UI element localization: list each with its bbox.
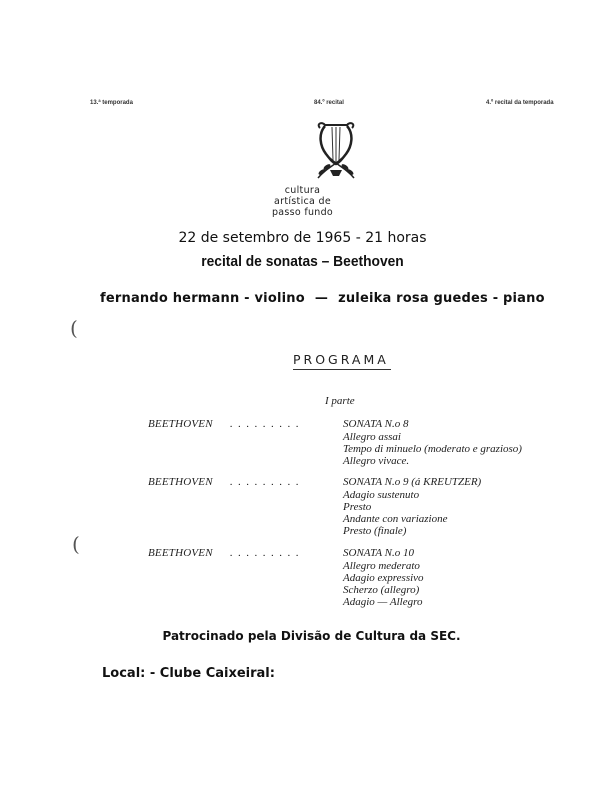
piece-work: SONATA N.o 8: [343, 418, 409, 430]
org-line-3: passo fundo: [271, 207, 334, 218]
recital-number: 84.º recital: [314, 100, 344, 106]
org-line-2: artística de: [274, 196, 331, 207]
margin-mark-icon: (: [72, 532, 80, 556]
piece-composer: BEETHOVEN: [148, 476, 213, 488]
movement: Adagio sustenuto: [343, 489, 420, 501]
performer-separator: —: [314, 291, 329, 306]
piece-leader-dots: .........: [230, 547, 305, 559]
org-line-1: cultura: [284, 185, 321, 196]
movement: Andante con variazione: [343, 513, 448, 525]
movement: Presto: [343, 501, 372, 513]
recital-title: recital de sonatas – Beethoven: [201, 253, 404, 270]
piece-leader-dots: .........: [230, 418, 305, 430]
location-line: Local: - Clube Caixeiral:: [102, 666, 275, 681]
movement: Allegro vivace.: [343, 455, 410, 467]
movement: Presto (finale): [343, 525, 407, 537]
performers-line: [100, 291, 600, 306]
movement: Tempo di minuelo (moderato e grazioso): [343, 443, 522, 455]
part-label: I parte: [325, 395, 355, 407]
sponsor-line: Patrocinado pela Divisão de Cultura da SEC.: [162, 629, 461, 643]
movement: Allegro mederato: [343, 560, 420, 572]
program-heading-underline: [293, 369, 391, 370]
movement: Scherzo (allegro): [343, 584, 420, 596]
piece-work: SONATA N.o 9 (á KREUTZER): [343, 476, 482, 488]
program-heading: PROGRAMA: [293, 352, 389, 367]
movement: Allegro assai: [343, 431, 401, 443]
date-line: 22 de setembro de 1965 - 21 horas: [178, 230, 427, 246]
piece-work: SONATA N.o 10: [343, 547, 415, 559]
piece-composer: BEETHOVEN: [148, 418, 213, 430]
season-label: 13.ª temporada: [90, 100, 133, 106]
season-recital-label: 4.º recital da temporada: [486, 100, 554, 106]
piano-performer: zuleika rosa guedes - piano: [338, 291, 545, 306]
movement: Adagio — Allegro: [343, 596, 423, 608]
piece-composer: BEETHOVEN: [148, 547, 213, 559]
lyre-emblem-icon: [312, 120, 360, 184]
piece-leader-dots: .........: [230, 476, 305, 488]
movement: Adagio expressivo: [343, 572, 424, 584]
margin-mark-icon: (: [70, 316, 78, 340]
violin-performer: fernando hermann - violino: [100, 291, 305, 306]
